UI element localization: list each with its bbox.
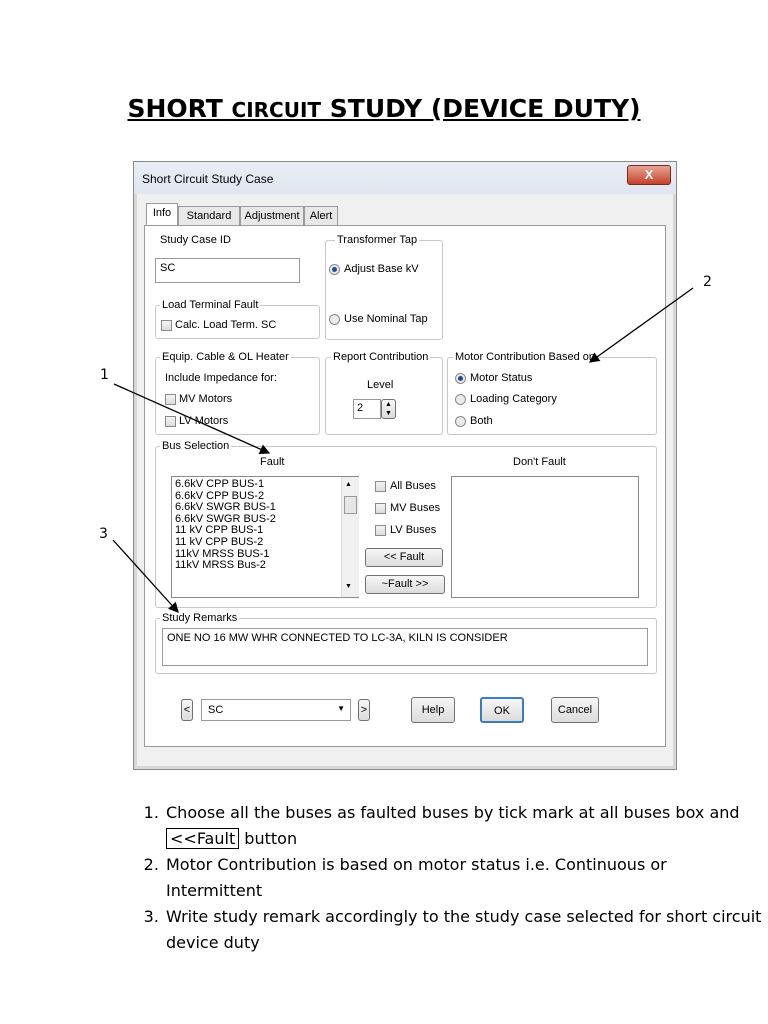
load-terminal-fault-label: Load Terminal Fault bbox=[162, 299, 259, 311]
tab-info[interactable]: Info bbox=[146, 203, 178, 226]
fault-header: Fault bbox=[260, 456, 285, 468]
report-contribution-label: Report Contribution bbox=[333, 351, 429, 363]
callout-3-number: 3 bbox=[99, 526, 108, 542]
title-part-1: SHORT bbox=[127, 94, 232, 123]
mv-buses-label: MV Buses bbox=[390, 502, 441, 514]
instruction-item: 2. Motor Contribution is based on motor status i.e. Continuous or Intermittent bbox=[164, 852, 764, 904]
callout-2-number: 2 bbox=[703, 274, 712, 290]
tab-adjustment[interactable]: Adjustment bbox=[240, 206, 304, 225]
adjust-base-kv-label: Adjust Base kV bbox=[344, 263, 419, 275]
level-spinner[interactable]: ▲ ▼ bbox=[381, 399, 396, 419]
study-remarks-input[interactable]: ONE NO 16 MW WHR CONNECTED TO LC-3A, KILN IS CONSIDER bbox=[162, 628, 648, 666]
motor-status-label: Motor Status bbox=[470, 372, 533, 384]
instruction-text: Choose all the buses as faulted buses by tick mark at all buses box and bbox=[166, 803, 740, 822]
lv-buses-label: LV Buses bbox=[390, 524, 437, 536]
chevron-down-icon[interactable]: ▼ bbox=[337, 704, 345, 713]
ok-button[interactable]: OK bbox=[480, 697, 524, 723]
fault-button[interactable]: << Fault bbox=[365, 548, 443, 567]
tab-standard[interactable]: Standard bbox=[178, 206, 240, 225]
prev-case-button[interactable]: < bbox=[181, 699, 193, 721]
callout-3-arrow bbox=[113, 540, 178, 612]
instruction-item bbox=[164, 800, 764, 852]
selected-case-value: SC bbox=[208, 704, 224, 716]
instruction-text: button bbox=[239, 829, 298, 848]
loading-category-label: Loading Category bbox=[470, 393, 557, 405]
help-button[interactable]: Help bbox=[411, 697, 455, 723]
fault-button-reference: <<Fault bbox=[166, 828, 239, 849]
motor-contribution-label: Motor Contribution Based on bbox=[455, 351, 596, 363]
callout-1-number: 1 bbox=[100, 367, 109, 383]
tab-alert[interactable]: Alert bbox=[304, 206, 338, 225]
level-input[interactable]: 2 bbox=[353, 399, 381, 419]
cancel-button[interactable]: Cancel bbox=[551, 697, 599, 723]
study-remarks-label: Study Remarks bbox=[162, 612, 238, 624]
study-case-id-input[interactable]: SC bbox=[155, 258, 300, 283]
title-part-2: CIRCUIT bbox=[231, 98, 322, 122]
list-item[interactable]: 6.6kV SWGR BUS-2 bbox=[175, 512, 276, 525]
calc-load-term-label: Calc. Load Term. SC bbox=[175, 319, 277, 331]
list-item[interactable]: 6.6kV CPP BUS-1 bbox=[175, 478, 265, 490]
level-label: Level bbox=[367, 379, 394, 391]
instruction-item: 3. Write study remark accordingly to the study case selected for short circuit device duty bbox=[164, 904, 764, 956]
title-part-3: STUDY (DEVICE DUTY) bbox=[321, 94, 641, 123]
list-item[interactable]: 6.6kV SWGR BUS-1 bbox=[175, 501, 276, 514]
list-item[interactable]: 6.6kV CPP BUS-2 bbox=[175, 489, 265, 502]
mv-motors-label: MV Motors bbox=[179, 393, 233, 405]
include-impedance-label: Include Impedance for: bbox=[165, 372, 277, 384]
list-item[interactable]: 11kV MRSS BUS-1 bbox=[175, 547, 270, 560]
list-item[interactable]: 11 kV CPP BUS-1 bbox=[175, 524, 264, 537]
close-button[interactable]: X bbox=[627, 165, 671, 185]
lv-motors-label: LV Motors bbox=[179, 415, 229, 427]
all-buses-label: All Buses bbox=[390, 480, 436, 492]
instruction-list bbox=[136, 800, 764, 956]
unfault-button[interactable]: ~Fault >> bbox=[365, 575, 445, 594]
callout-2-arrow bbox=[590, 288, 693, 362]
scroll-up-icon[interactable]: ▲ bbox=[345, 481, 352, 488]
both-label: Both bbox=[470, 415, 493, 427]
transformer-tap-label: Transformer Tap bbox=[337, 234, 418, 246]
use-nominal-tap-label: Use Nominal Tap bbox=[344, 313, 428, 325]
list-item[interactable]: 11 kV CPP BUS-2 bbox=[175, 535, 264, 548]
dialog-title: Short Circuit Study Case bbox=[142, 172, 274, 186]
equip-cable-label: Equip. Cable & OL Heater bbox=[162, 351, 289, 363]
next-case-button[interactable]: > bbox=[358, 699, 370, 721]
callout-1-arrow bbox=[114, 384, 269, 453]
bus-selection-label: Bus Selection bbox=[162, 440, 230, 452]
scroll-down-icon[interactable]: ▼ bbox=[345, 583, 352, 590]
list-item[interactable]: 11kV MRSS Bus-2 bbox=[175, 559, 266, 572]
study-case-id-label: Study Case ID bbox=[160, 234, 231, 246]
dont-fault-header: Don't Fault bbox=[513, 456, 566, 468]
